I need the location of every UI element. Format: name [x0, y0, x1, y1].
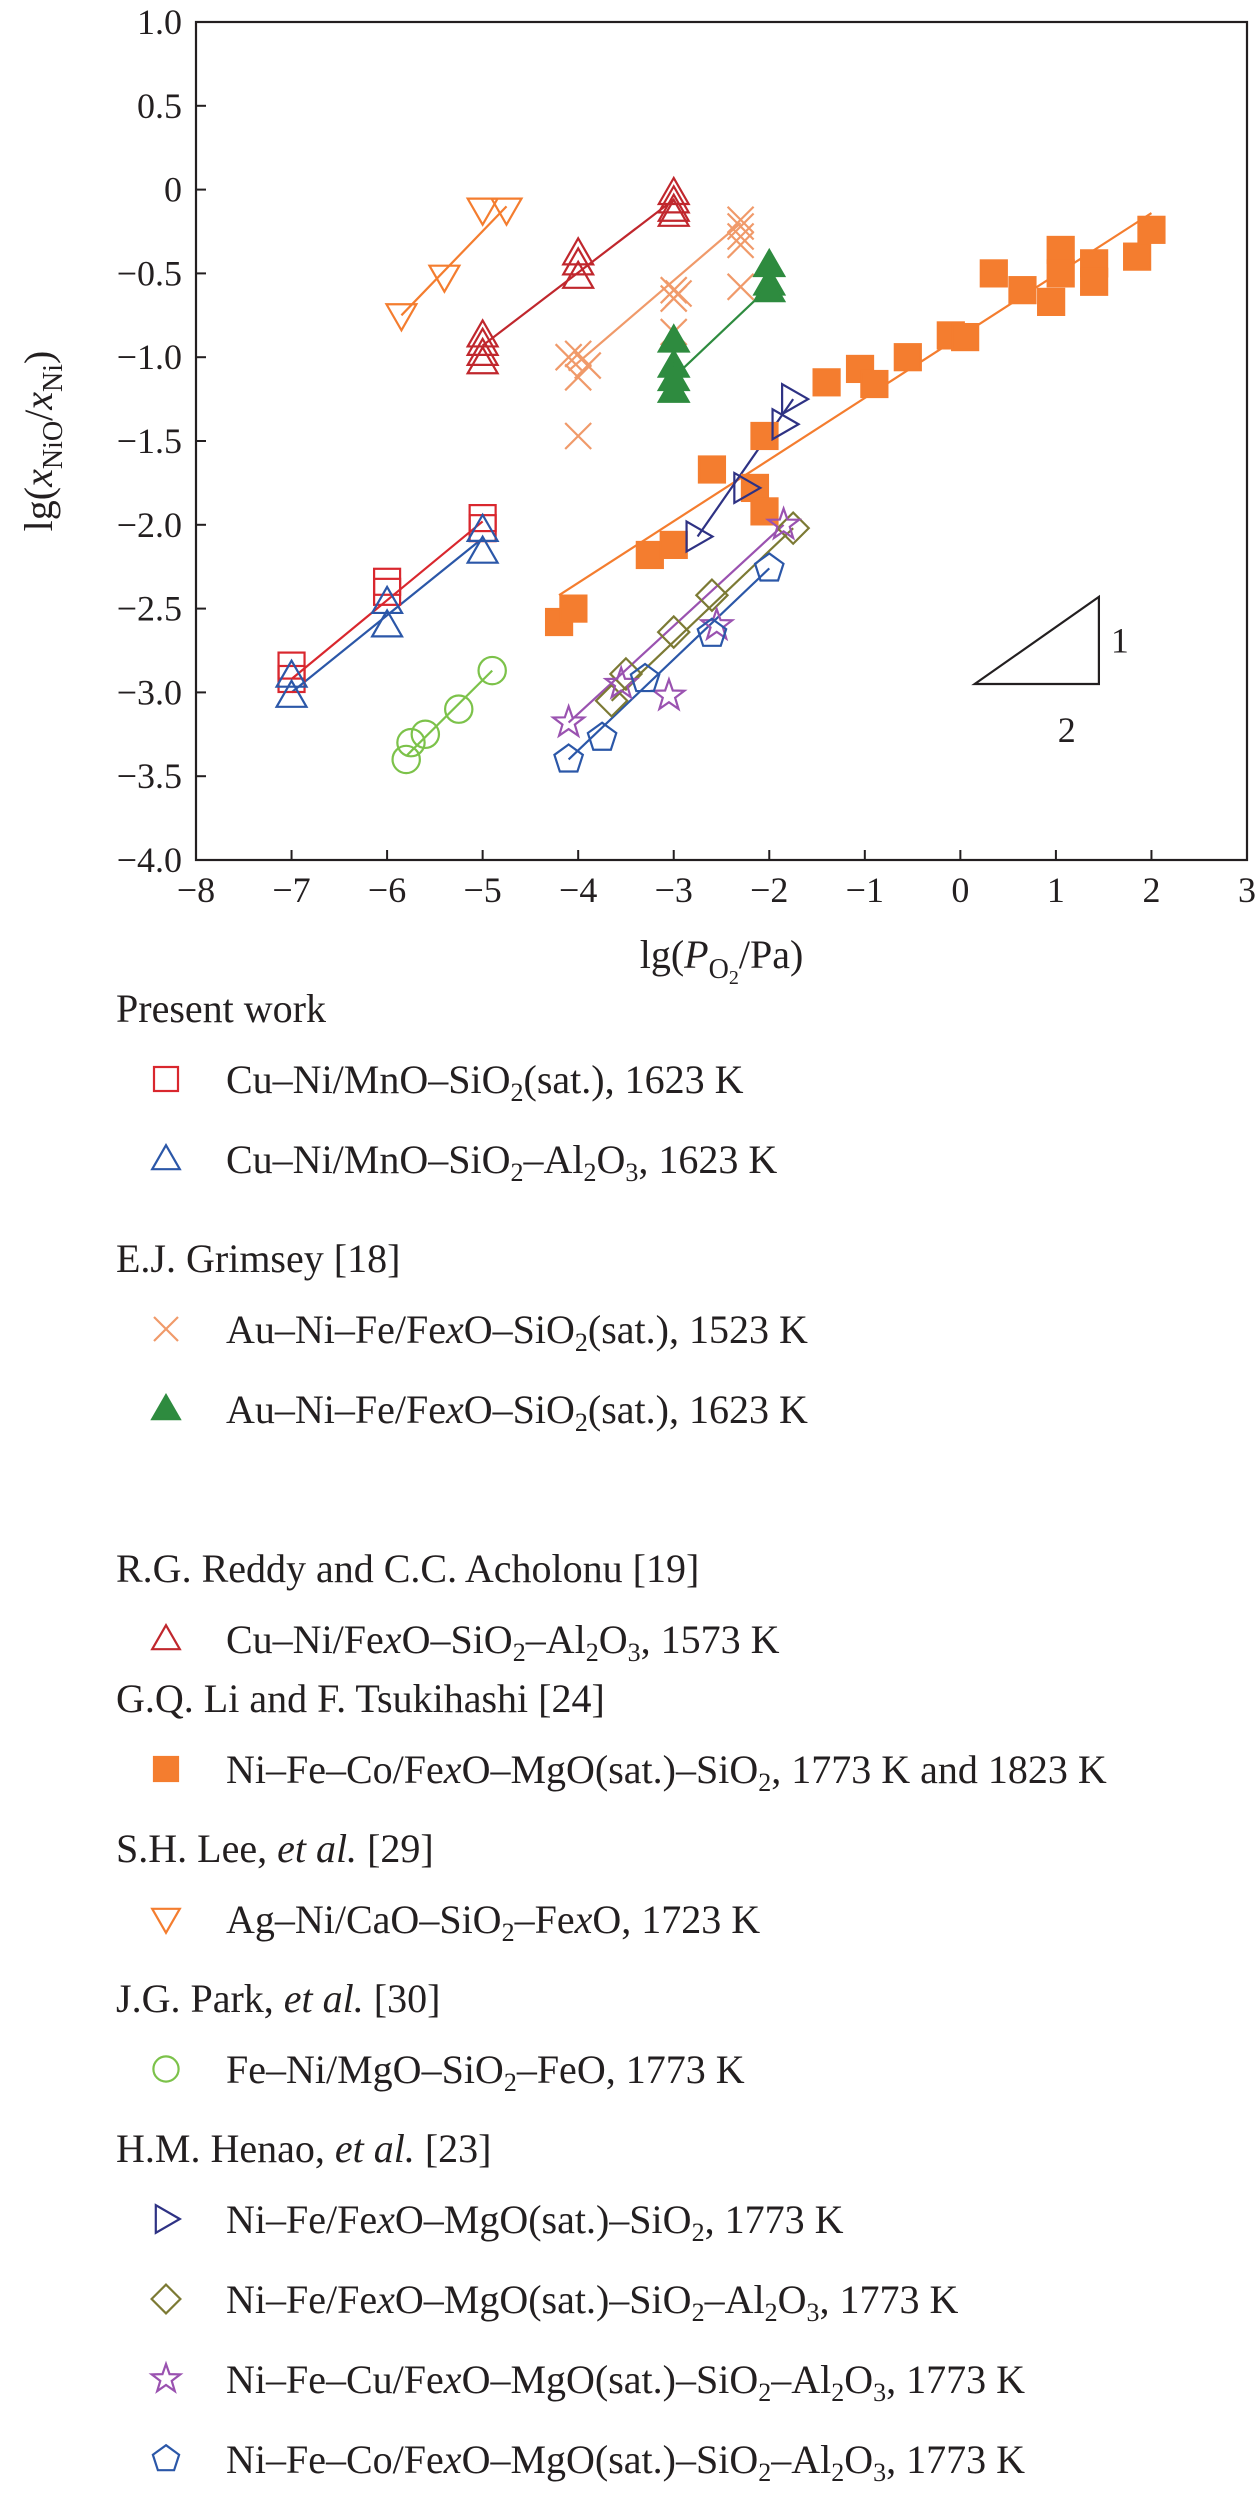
- series-s5: [468, 178, 689, 373]
- legend-text-run: Ni–Fe/Fe: [226, 2197, 378, 2242]
- x-tick-label: −6: [367, 870, 407, 910]
- legend-label: [226, 2275, 958, 2338]
- data-point: [1009, 277, 1035, 303]
- legend-text-run: x: [443, 2437, 462, 2482]
- legend-text-run: 2: [691, 2218, 705, 2247]
- legend-text-run: 2: [574, 1328, 588, 1357]
- plot-frame: [196, 22, 1247, 860]
- legend-text-run: et al.: [277, 1826, 358, 1871]
- data-point: [553, 706, 584, 735]
- legend-text-run: 2: [758, 2458, 772, 2487]
- y-tick-label: 1.0: [137, 2, 182, 42]
- legend-marker-icon: [146, 2049, 186, 2089]
- legend-text-run: Au–Ni–Fe/Fe: [226, 1307, 446, 1352]
- legend-text-run: –Al: [523, 1137, 584, 1182]
- data-point: [895, 344, 921, 370]
- data-point: [393, 746, 420, 773]
- legend-text-run: 2: [503, 2068, 517, 2097]
- legend-group-title: [116, 1235, 400, 1282]
- legend-text-run: R.G. Reddy and C.C. Acholonu [19]: [116, 1546, 700, 1591]
- legend-text-run: [29]: [357, 1826, 434, 1871]
- fit-line-s12: [569, 568, 770, 759]
- x-tick-label: −3: [654, 870, 693, 910]
- legend-text-run: Ni–Fe–Co/Fe: [226, 2437, 444, 2482]
- y-tick-label: −3.5: [116, 756, 182, 797]
- data-point: [728, 274, 754, 300]
- data-point: [470, 505, 496, 531]
- legend-label: [226, 2355, 1025, 2418]
- data-point: [814, 369, 840, 395]
- legend-label: [226, 2045, 745, 2108]
- legend-text-run: 2: [758, 2378, 772, 2407]
- legend-marker-icon: [146, 1309, 186, 1349]
- data-point: [1138, 217, 1164, 243]
- legend-label: [226, 1305, 808, 1368]
- legend-marker-icon: [146, 1749, 186, 1789]
- legend-text-run: , 1773 K: [704, 2197, 844, 2242]
- legend-marker-icon: [146, 2199, 186, 2239]
- fit-line-s1: [292, 521, 483, 679]
- series-s4: [659, 250, 784, 402]
- data-point: [687, 522, 713, 552]
- fit-line-s3: [569, 223, 741, 370]
- legend-text-run: 2: [758, 1768, 772, 1797]
- legend-text-run: O: [777, 2277, 807, 2322]
- legend-text-run: 3: [627, 1638, 641, 1667]
- x-tick-label: 0: [951, 870, 970, 910]
- legend-label: [226, 1135, 777, 1198]
- data-point: [653, 680, 684, 709]
- legend-text-run: Ni–Fe/Fe: [226, 2277, 378, 2322]
- legend-text-run: O: [844, 2437, 874, 2482]
- data-point: [981, 260, 1007, 286]
- series-s3: [556, 207, 754, 449]
- legend-marker-icon: [146, 2359, 186, 2399]
- legend-text-run: , 1573 K: [640, 1617, 780, 1662]
- legend-marker-icon: [146, 2439, 186, 2479]
- legend-text-run: O–SiO: [401, 1617, 513, 1662]
- legend-label: [226, 1895, 760, 1958]
- legend-text-run: 2: [512, 1638, 526, 1667]
- data-point: [659, 325, 689, 351]
- data-point: [861, 371, 887, 397]
- slope-triangle: [975, 597, 1129, 750]
- y-tick-label: −0.5: [116, 253, 182, 294]
- legend-text-run: O–SiO: [463, 1307, 575, 1352]
- legend-marker-icon: [146, 1139, 186, 1179]
- legend-text-run: –Al: [771, 2437, 832, 2482]
- data-point: [1081, 269, 1107, 295]
- legend-text-run: Cu–Ni/MnO–SiO: [226, 1057, 511, 1102]
- legend-text-run: Ag–Ni/CaO–SiO: [226, 1897, 502, 1942]
- legend-text-run: 2: [501, 1918, 515, 1947]
- data-point: [699, 456, 725, 482]
- legend-text-run: x: [446, 1387, 464, 1432]
- x-tick-label: 2: [1142, 870, 1161, 910]
- y-tick-label: −3.0: [116, 672, 182, 713]
- data-point: [1038, 289, 1064, 315]
- legend-text-run: 2: [831, 2458, 845, 2487]
- legend-marker: [152, 2364, 181, 2391]
- y-tick-label: −1.5: [116, 421, 182, 461]
- x-tick-label: −4: [559, 870, 598, 910]
- legend-label: [226, 2435, 1025, 2498]
- legend-marker: [152, 1395, 180, 1419]
- legend-text-run: 2: [831, 2378, 845, 2407]
- legend-text-run: –Al: [525, 1617, 586, 1662]
- y-tick-label: −4.0: [116, 840, 182, 880]
- data-point: [445, 696, 472, 723]
- legend-text-run: 3: [873, 2458, 887, 2487]
- legend-marker: [154, 1317, 178, 1341]
- legend-text-run: Fe–Ni/MgO–SiO: [226, 2047, 504, 2092]
- x-tick-label: 1: [1046, 870, 1065, 910]
- legend-text-run: O: [844, 2357, 874, 2402]
- legend-label: [226, 1745, 1107, 1808]
- legend-text-run: Cu–Ni/MnO–SiO: [226, 1137, 511, 1182]
- legend-text-run: x: [377, 2197, 395, 2242]
- series-s6: [546, 217, 1164, 635]
- legend-text-run: 3: [873, 2378, 887, 2407]
- data-point: [755, 553, 783, 580]
- fit-line-s5: [483, 200, 674, 346]
- data-point: [1048, 237, 1074, 263]
- data-point: [386, 304, 416, 330]
- legend-text-run: O–MgO(sat.)–SiO: [461, 1747, 759, 1792]
- y-axis-title: $\lg(x_{NiO}/x_{Ni})$: [16, 350, 69, 532]
- legend-text-run: 2: [691, 2298, 705, 2327]
- x-tick-label: −5: [463, 870, 502, 910]
- data-point: [374, 569, 400, 595]
- legend-text-run: O–MgO(sat.)–SiO: [461, 2437, 759, 2482]
- legend-text-run: x: [574, 1897, 593, 1942]
- legend-marker-icon: [146, 2279, 186, 2319]
- slope-label-horizontal: 2: [1057, 710, 1076, 751]
- fit-line-s7: [401, 206, 506, 315]
- legend-text-run: 2: [574, 1408, 588, 1437]
- x-axis-title: $\lg(P_O2/Pa)$: [639, 932, 804, 989]
- legend-text-run: 2: [764, 2298, 778, 2327]
- legend-marker-icon: [146, 1389, 186, 1429]
- legend-text-run: 2: [583, 1158, 597, 1187]
- legend-text-run: x: [377, 2277, 395, 2322]
- data-point: [468, 329, 498, 355]
- data-point: [468, 347, 498, 373]
- legend-text-run: 2: [510, 1158, 524, 1187]
- x-tick-label: −8: [176, 870, 216, 910]
- legend-text-run: [23]: [414, 2126, 492, 2171]
- y-tick-label: 0: [164, 169, 182, 210]
- legend-label: [226, 1055, 743, 1118]
- fit-line-s2: [292, 538, 483, 692]
- x-tick-label: −7: [272, 870, 311, 910]
- legend-text-run: –Al: [771, 2357, 832, 2402]
- legend-text-run: Au–Ni–Fe/Fe: [226, 1387, 446, 1432]
- legend-text-run: O–MgO(sat.)–SiO: [461, 2357, 759, 2402]
- legend-label: [226, 1385, 808, 1448]
- legend-group-title: [116, 2125, 491, 2172]
- legend-text-run: , 1773 K: [886, 2357, 1026, 2402]
- data-point: [637, 542, 663, 568]
- legend-text-run: Ni–Fe–Co/Fe: [226, 1747, 444, 1792]
- legend-marker: [152, 1909, 180, 1933]
- legend-text-run: 2: [585, 1638, 599, 1667]
- data-point: [565, 423, 591, 449]
- legend-text-run: x: [446, 1307, 464, 1352]
- legend-group-title: [116, 1675, 605, 1722]
- legend-text-run: O–MgO(sat.)–SiO: [394, 2197, 692, 2242]
- fit-line-s8: [406, 671, 492, 756]
- legend-text-run: Cu–Ni/Fe: [226, 1617, 384, 1662]
- legend-group-title: Present work: [116, 986, 326, 1031]
- data-point: [560, 596, 586, 622]
- axes: [117, 2, 1256, 910]
- y-tick-label: −2.0: [116, 504, 182, 545]
- y-tick-label: −2.5: [116, 588, 182, 629]
- data-point: [952, 324, 978, 350]
- legend-text-run: O–MgO(sat.)–SiO: [394, 2277, 692, 2322]
- legend-text-run: , 1773 K: [886, 2437, 1026, 2482]
- data-point: [1048, 260, 1074, 286]
- legend-marker-icon: [146, 1059, 186, 1099]
- legend-text-run: (sat.), 1523 K: [587, 1307, 808, 1352]
- x-tick-label: −2: [750, 870, 789, 910]
- legend-text-run: , 1773 K: [819, 2277, 959, 2322]
- data-point: [1124, 244, 1150, 270]
- legend-text-run: –FeO, 1773 K: [516, 2047, 745, 2092]
- scatter-plot: [0, 0, 1260, 990]
- legend-text-run: x: [443, 2357, 462, 2402]
- legend-marker: [154, 1757, 178, 1781]
- data-point: [479, 657, 506, 684]
- x-tick-label: 3: [1238, 870, 1256, 910]
- data-point: [468, 320, 498, 346]
- legend-text-run: , 1623 K: [638, 1137, 778, 1182]
- legend-text-run: O, 1723 K: [592, 1897, 761, 1942]
- data-point: [468, 339, 498, 365]
- legend-label: [226, 2195, 843, 2258]
- data-point: [661, 532, 687, 558]
- legend-marker: [152, 1625, 180, 1649]
- legend-text-run: –Fe: [514, 1897, 575, 1942]
- legend-text-run: O: [596, 1137, 626, 1182]
- legend-text-run: O: [598, 1617, 628, 1662]
- legend-group-title: [116, 1545, 699, 1592]
- legend-marker-icon: [146, 1619, 186, 1659]
- legend-text-run: 3: [625, 1158, 639, 1187]
- legend-marker: [153, 2445, 179, 2470]
- legend-marker: [152, 1145, 180, 1169]
- legend-text-run: et al.: [334, 2126, 415, 2171]
- legend-text-run: 2: [510, 1078, 524, 1107]
- legend-group-title: [116, 1825, 434, 1872]
- legend-text-run: , 1773 K and 1823 K: [771, 1747, 1107, 1792]
- legend-group-title: [116, 1975, 440, 2022]
- legend-text-run: H.M. Henao,: [116, 2126, 335, 2171]
- legend-text-run: 3: [806, 2298, 820, 2327]
- legend-text-run: G.Q. Li and F. Tsukihashi [24]: [116, 1676, 605, 1721]
- legend-text-run: –Al: [704, 2277, 765, 2322]
- y-tick-label: 0.5: [137, 85, 182, 126]
- legend-marker: [153, 2056, 178, 2081]
- slope-label-vertical: 1: [1110, 620, 1129, 661]
- legend-text-run: O–SiO: [463, 1387, 575, 1432]
- legend-text-run: Ni–Fe–Cu/Fe: [226, 2357, 444, 2402]
- legend-marker-icon: [146, 1899, 186, 1939]
- legend-text-run: S.H. Lee,: [116, 1826, 278, 1871]
- slope-triangle-shape: [975, 597, 1099, 684]
- legend-text-run: x: [383, 1617, 402, 1662]
- data-point: [575, 353, 601, 379]
- legend-text-run: [30]: [363, 1976, 441, 2021]
- legend-marker: [154, 1067, 178, 1091]
- legend-label: [226, 1615, 779, 1678]
- legend-text-run: (sat.), 1623 K: [587, 1387, 808, 1432]
- legend-text-run: et al.: [283, 1976, 364, 2021]
- legend-marker: [156, 2205, 180, 2233]
- legend-text-run: (sat.), 1623 K: [523, 1057, 744, 1102]
- x-tick-label: −1: [845, 870, 884, 910]
- legend-text-run: E.J. Grimsey [18]: [116, 1236, 401, 1281]
- y-tick-label: −1.0: [116, 337, 182, 378]
- legend-text-run: J.G. Park,: [116, 1976, 284, 2021]
- legend-text-run: x: [443, 1747, 462, 1792]
- legend-marker: [152, 2285, 181, 2314]
